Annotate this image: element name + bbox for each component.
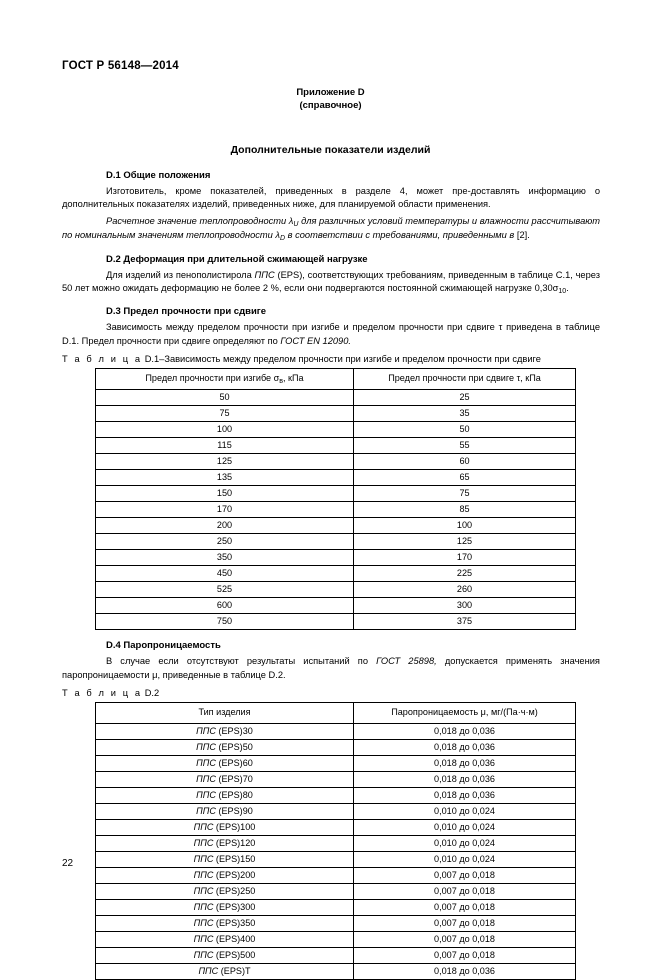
product-type-suffix: (EPS)T xyxy=(218,965,251,976)
product-type-suffix: (EPS)120 xyxy=(213,837,256,848)
table-cell: 50 xyxy=(354,422,576,438)
table-row xyxy=(96,836,576,852)
paragraph-d4-part-b: допускается применять значения паропроницаемости μ, приведенные в таблице D.2. xyxy=(62,656,600,680)
table-cell-product-type xyxy=(96,868,354,884)
table-row xyxy=(96,948,576,964)
lambda-u-symbol: $\lambda_U$ xyxy=(288,215,299,228)
product-type-suffix: (EPS)200 xyxy=(213,869,256,880)
pps-abbrev: ППС xyxy=(193,853,214,864)
table-cell: 350 xyxy=(96,550,354,566)
table-d1-header-row xyxy=(96,369,576,390)
table-cell-permeability: 0,010 до 0,024 xyxy=(354,852,576,868)
paragraph-d2-part-c: . xyxy=(566,283,569,294)
pps-abbrev: ППС xyxy=(196,725,216,736)
table-d1 xyxy=(95,368,576,630)
annex-subtitle: (справочное) xyxy=(299,100,362,111)
table-row xyxy=(96,724,576,740)
table-d1-caption-label: Т а б л и ц а xyxy=(62,354,143,365)
table-cell: 75 xyxy=(354,486,576,502)
table-cell-product-type xyxy=(96,772,354,788)
table-cell: 375 xyxy=(354,614,576,630)
table-row xyxy=(96,804,576,820)
product-type-suffix: (EPS)400 xyxy=(213,933,256,944)
table-row xyxy=(96,964,576,980)
table-row xyxy=(96,438,576,454)
table-cell: 525 xyxy=(96,582,354,598)
table-cell-product-type xyxy=(96,916,354,932)
table-d2-caption-label: Т а б л и ц а xyxy=(62,688,143,699)
annex-title: Приложение D xyxy=(296,87,365,98)
table-row xyxy=(96,550,576,566)
table-d1-caption-text: –Зависимость между пределом прочности при изгибе и пределом прочности при сдвиге xyxy=(159,354,541,365)
reference-gost-25898: ГОСТ 25898, xyxy=(376,656,437,667)
product-type-suffix: (EPS)100 xyxy=(213,821,256,832)
table-cell: 225 xyxy=(354,566,576,582)
table-cell-product-type xyxy=(96,884,354,900)
pps-abbrev: ППС xyxy=(193,949,214,960)
table-row xyxy=(96,390,576,406)
table-row xyxy=(96,566,576,582)
paragraph-d1-2-part-a: Расчетное значение теплопроводности xyxy=(106,215,287,226)
table-cell: 100 xyxy=(354,518,576,534)
section-heading-d3: D.3 Предел прочности при сдвиге xyxy=(106,306,267,318)
product-type-suffix: (EPS)350 xyxy=(213,917,256,928)
pps-abbrev: ППС xyxy=(193,933,214,944)
product-type-suffix: (EPS)50 xyxy=(215,741,253,752)
table-cell: 200 xyxy=(96,518,354,534)
table-row xyxy=(96,534,576,550)
table-row xyxy=(96,932,576,948)
sigma-v-subscript: в xyxy=(279,377,283,385)
table-cell-product-type xyxy=(96,724,354,740)
table-d1-body xyxy=(96,390,576,630)
table-cell-permeability: 0,010 до 0,024 xyxy=(354,836,576,852)
table-cell-product-type xyxy=(96,740,354,756)
product-type-suffix: (EPS)60 xyxy=(215,757,253,768)
table-row xyxy=(96,852,576,868)
product-type-suffix: (EPS)30 xyxy=(215,725,253,736)
pps-abbrev: ППС xyxy=(196,757,216,768)
paragraph-d3-1 xyxy=(62,321,600,348)
paragraph-d4-part-a: В случае если отсутствуют результаты испытаний по xyxy=(106,656,368,667)
table-cell: 60 xyxy=(354,454,576,470)
table-cell-product-type xyxy=(96,948,354,964)
table-d2-header-col2: Паропроницаемость μ, мг/(Па·ч·м) xyxy=(354,703,576,724)
table-cell-permeability: 0,010 до 0,024 xyxy=(354,820,576,836)
product-type-suffix: (EPS)80 xyxy=(215,789,253,800)
table-cell: 150 xyxy=(96,486,354,502)
table-cell-permeability: 0,007 до 0,018 xyxy=(354,916,576,932)
paragraph-d2-part-a: Для изделий из пенополистирола xyxy=(106,269,252,280)
table-cell: 85 xyxy=(354,502,576,518)
table-cell-product-type xyxy=(96,932,354,948)
table-cell-permeability: 0,007 до 0,018 xyxy=(354,932,576,948)
section-heading-d4: D.4 Паропроницаемость xyxy=(106,640,221,652)
table-cell-product-type xyxy=(96,756,354,772)
pps-abbrev: ППС xyxy=(193,917,214,928)
table-d2-header-row xyxy=(96,703,576,724)
paragraph-d1-2-part-c: в соответствии с требованиями, приведенными в xyxy=(287,230,515,241)
table-row xyxy=(96,502,576,518)
table-cell-product-type xyxy=(96,804,354,820)
table-row xyxy=(96,486,576,502)
table-cell: 170 xyxy=(354,550,576,566)
table-row xyxy=(96,406,576,422)
table-d1-caption-number: D.1 xyxy=(144,354,160,365)
page-number: 22 xyxy=(62,858,74,869)
table-cell-permeability: 0,018 до 0,036 xyxy=(354,740,576,756)
table-row xyxy=(96,900,576,916)
page-title: Дополнительные показатели изделий xyxy=(230,144,431,156)
table-cell-permeability: 0,007 до 0,018 xyxy=(354,900,576,916)
pps-abbrev: ППС xyxy=(196,789,216,800)
table-d1-caption xyxy=(62,353,600,366)
table-cell: 115 xyxy=(96,438,354,454)
product-type-suffix: (EPS)250 xyxy=(213,885,256,896)
paragraph-d2-part-b: (EPS), соответствующих требованиям, приведенным в таблице C.1, через 50 лет можно ожидать деформацию не более 2 %, если они подвергаются постоянной сжимающей нагрузке 0,30σ xyxy=(62,269,600,294)
pps-abbrev: ППС xyxy=(196,773,216,784)
pps-abbrev: ППС xyxy=(198,965,219,976)
paragraph-d1-2 xyxy=(62,215,600,244)
lambda-d-symbol: $\lambda_D$ xyxy=(275,230,286,243)
table-row xyxy=(96,772,576,788)
table-row xyxy=(96,454,576,470)
table-cell: 450 xyxy=(96,566,354,582)
product-type-suffix: (EPS)150 xyxy=(213,853,256,864)
table-cell-permeability: 0,007 до 0,018 xyxy=(354,868,576,884)
table-cell: 125 xyxy=(354,534,576,550)
paragraph-d2-1 xyxy=(62,269,600,297)
table-row xyxy=(96,740,576,756)
pps-abbrev: ППС xyxy=(193,837,214,848)
table-cell: 50 xyxy=(96,390,354,406)
table-cell: 55 xyxy=(354,438,576,454)
table-d2-caption xyxy=(62,687,600,700)
pps-abbrev: ППС xyxy=(196,805,216,816)
paragraph-d3-part-a: Зависимость между пределом прочности при изгибе и пределом прочности при сдвиге τ приведена в таблице D.1. Предел прочности при сдвиге определяют по xyxy=(62,322,600,346)
table-cell-product-type xyxy=(96,788,354,804)
table-cell-permeability: 0,018 до 0,036 xyxy=(354,788,576,804)
table-cell: 75 xyxy=(96,406,354,422)
reference-2: [2]. xyxy=(516,230,530,241)
table-cell: 170 xyxy=(96,502,354,518)
pps-abbrev: ППС xyxy=(193,821,214,832)
pps-abbrev: ППС xyxy=(193,885,214,896)
table-cell: 600 xyxy=(96,598,354,614)
table-cell-permeability: 0,010 до 0,024 xyxy=(354,804,576,820)
table-cell: 100 xyxy=(96,422,354,438)
table-cell-permeability: 0,018 до 0,036 xyxy=(354,756,576,772)
table-cell-product-type xyxy=(96,820,354,836)
table-cell-permeability: 0,018 до 0,036 xyxy=(354,772,576,788)
table-cell-product-type xyxy=(96,900,354,916)
table-d2-caption-number: D.2 xyxy=(144,688,160,699)
table-cell: 25 xyxy=(354,390,576,406)
document-body xyxy=(62,160,600,980)
annex-heading xyxy=(0,86,661,112)
table-d2 xyxy=(95,702,576,980)
paragraph-d4-1 xyxy=(62,655,600,682)
table-cell: 750 xyxy=(96,614,354,630)
table-cell: 250 xyxy=(96,534,354,550)
pps-abbrev: ППС xyxy=(193,869,214,880)
table-d2-header-col1: Тип изделия xyxy=(96,703,354,724)
table-row xyxy=(96,788,576,804)
table-row xyxy=(96,598,576,614)
table-row xyxy=(96,614,576,630)
table-cell-permeability: 0,007 до 0,018 xyxy=(354,948,576,964)
section-heading-d2: D.2 Деформация при длительной сжимающей нагрузке xyxy=(106,253,368,265)
table-d1-header-col2: Предел прочности при сдвиге τ, кПа xyxy=(354,369,576,390)
paragraph-d1-1: Изготовитель, кроме показателей, приведенных в разделе 4, может пре-доставлять информацию о дополнительных показателях изделий, приведенных ниже, для планируемой области применения. xyxy=(62,186,600,210)
table-row xyxy=(96,884,576,900)
table-cell: 125 xyxy=(96,454,354,470)
table-row xyxy=(96,582,576,598)
table-row xyxy=(96,916,576,932)
table-cell-permeability: 0,007 до 0,018 xyxy=(354,884,576,900)
table-cell-permeability: 0,018 до 0,036 xyxy=(354,724,576,740)
table-cell-product-type xyxy=(96,964,354,980)
table-cell-product-type xyxy=(96,852,354,868)
table-row xyxy=(96,820,576,836)
table-d2-body xyxy=(96,724,576,980)
pps-abbrev: ППС xyxy=(193,901,214,912)
product-type-suffix: (EPS)70 xyxy=(215,773,253,784)
table-cell-product-type xyxy=(96,836,354,852)
table-cell: 35 xyxy=(354,406,576,422)
table-cell: 260 xyxy=(354,582,576,598)
table-row xyxy=(96,422,576,438)
pps-abbrev: ППС xyxy=(196,741,216,752)
section-heading-d1: D.1 Общие положения xyxy=(106,170,211,181)
table-cell-permeability: 0,018 до 0,036 xyxy=(354,964,576,980)
table-cell: 300 xyxy=(354,598,576,614)
standard-code: ГОСТ Р 56148—2014 xyxy=(62,60,179,72)
reference-gost-en-12090: ГОСТ EN 12090. xyxy=(280,335,351,346)
table-cell: 135 xyxy=(96,470,354,486)
table-row xyxy=(96,518,576,534)
sigma-10-subscript: 10 xyxy=(558,288,567,296)
product-type-suffix: (EPS)300 xyxy=(213,901,256,912)
pps-abbrev: ППС xyxy=(254,269,275,280)
table-row xyxy=(96,756,576,772)
product-type-suffix: (EPS)500 xyxy=(213,949,256,960)
table-row xyxy=(96,470,576,486)
product-type-suffix: (EPS)90 xyxy=(215,805,253,816)
table-d1-header-col1: Предел прочности при изгибе $\sigma_в$, кПа xyxy=(96,369,354,390)
table-cell: 65 xyxy=(354,470,576,486)
paragraph-d1-2-part-b: для различных условий температуры и влажности рассчитывают по номинальным значениям теплопроводности xyxy=(62,215,600,241)
table-row xyxy=(96,868,576,884)
